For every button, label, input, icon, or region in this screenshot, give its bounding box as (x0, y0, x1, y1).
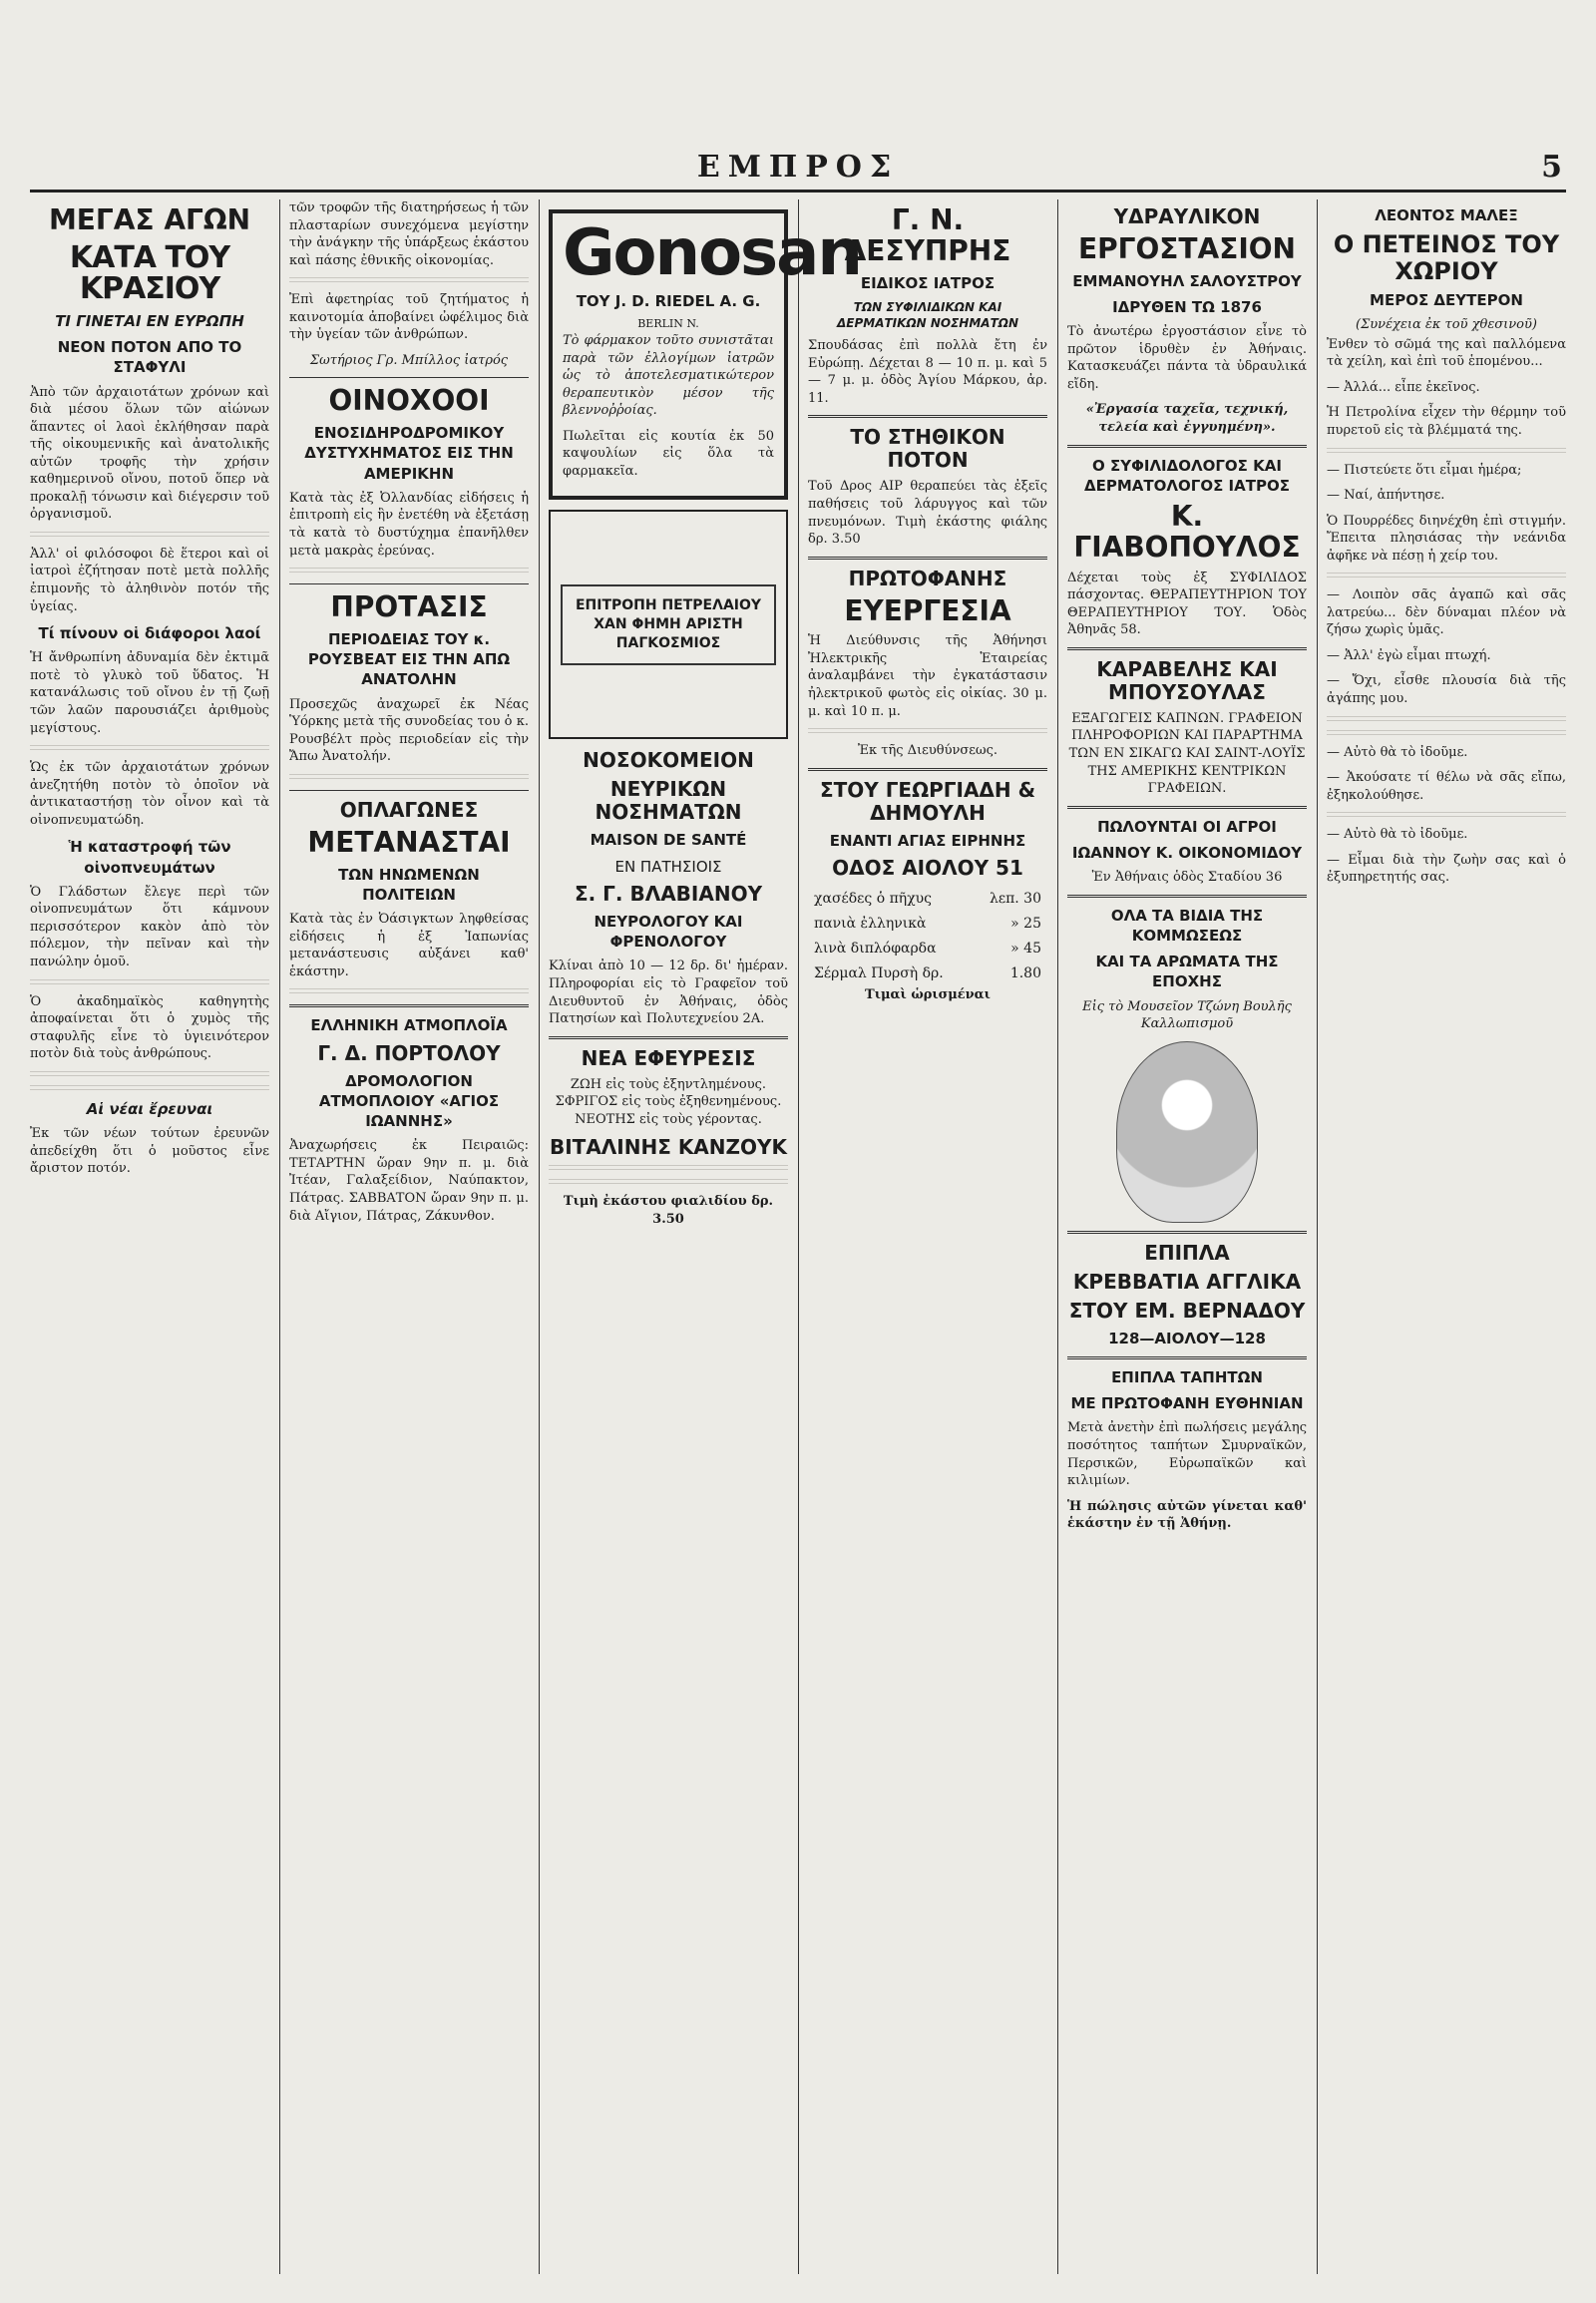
price-item: πανιὰ ἐλληνικὰ (814, 915, 927, 932)
column-3 (549, 199, 861, 2274)
serial-paragraph: — Ἀλλά... εἶπε ἐκεῖνος. (1327, 379, 1480, 395)
serial-paragraph: — Αὐτὸ θὰ τὸ ἰδοῦμε. (1327, 744, 1468, 760)
advertisement-text: Μετὰ ἀνετὴν ἐπὶ πωλήσεις μεγάλης ποσότητος ταπήτων Σμυρναϊκῶν, Περσικῶν, Εὐρωπαϊκῶν καὶ κιλιμίων. (1067, 1420, 1307, 1489)
column-divider (279, 199, 280, 2274)
advertisement-text: Ἐν Ἀθήναις ὁδὸς Σταδίου 36 (1091, 870, 1283, 886)
advertisement-text: Τὸ φάρμακον τοῦτο συνιστᾶται παρὰ τῶν ἐλλογίμων ἰατρῶν ὡς τὸ ἀποτελεσματικώτερον θεραπευτικὸν μέσον τῆς βλεννοῤῥοίας. (563, 333, 774, 419)
serial-paragraph: — Λοιπὸν σᾶς ἀγαπῶ καὶ σᾶς λατρεύω... δὲν δύναμαι πλέον νὰ ζήσω χωρὶς ὑμᾶς. (1327, 587, 1566, 638)
serial-paragraph: — Ὄχι, εἶσθε πλουσία διὰ τῆς ἀγάπης μου. (1327, 673, 1566, 707)
text-filler (289, 568, 529, 576)
article-paragraph: Κατὰ τὰς ἐν Ὀάσιγκτων ληφθείσας εἰδήσεις ἡ ἐξ Ἰαπωνίας μετανάστευσις αὐξάνει καθ' ἑκάστην. (289, 912, 529, 979)
text-filler (549, 1165, 788, 1173)
text-filler (1327, 730, 1566, 738)
price-value: » 25 (1010, 915, 1041, 932)
petroleum-advertisement (549, 510, 788, 739)
advertisement-city: BERLIN N. (637, 317, 699, 331)
gonosan-advertisement (549, 209, 861, 500)
article-paragraph: Ἀπὸ τῶν ἀρχαιοτάτων χρόνων καὶ διὰ μέσου ὅλων τῶν αἰώνων ἅπαντες οἱ λαοὶ ἐκλήθησαν παρὰ τῆς οἰκουμενικῆς καὶ ἀνατολικῆς αὐτῶν τροφῆς τὴν χρήσιν καθημερινοῦ οἴνου, ποτοῦ ὅπερ νὰ προκαλῇ τόνωσιν καὶ διέγερσιν τοῦ ὀργανισμοῦ. (30, 384, 269, 523)
price-item: λινὰ διπλόφαρδα (814, 940, 937, 957)
serial-author: ΛΕΟΝΤΟΣ ΜΑΛΕΞ (1375, 206, 1518, 224)
headline: ΟΠΛΑΓΩΝΕΣ (339, 797, 479, 822)
text-filler (549, 1179, 788, 1187)
subheadline: ΤΙ ΓΙΝΕΤΑΙ ΕΝ ΕΥΡΩΠΗ (55, 311, 244, 330)
divider (1067, 445, 1307, 448)
headline: ΕΥΕΡΓΕΣΙΑ (844, 593, 1011, 627)
divider (808, 557, 1047, 560)
serial-paragraph: — Πιστεύετε ὅτι εἶμαι ἡμέρα; (1327, 462, 1522, 478)
subheadline: ΙΔΡΥΘΕΝ ΤΩ 1876 (1112, 298, 1262, 317)
serial-paragraph: — Ναί, ἀπήντησε. (1327, 488, 1445, 504)
serial-paragraph: — Αὐτὸ θὰ τὸ ἰδοῦμε. (1327, 827, 1468, 843)
serial-paragraph: — Ἀκούσατε τί θέλω νὰ σᾶς εἴπω, ἐξηκολούθησε. (1327, 770, 1566, 803)
column-6 (1327, 199, 1566, 2274)
text-filler (289, 988, 529, 996)
article-paragraph: τῶν τροφῶν τῆς διατηρήσεως ἡ τῶν πλασταρίων συνεχόμενα μεγίστην τὴν ἀνάγκην τῆς ὑπάρξεως ἑκάστου καὶ πάσης ἐθνικῆς οἰκονομίας. (289, 200, 529, 268)
article-paragraph: Ὡς ἐκ τῶν ἀρχαιοτάτων χρόνων ἀνεζητήθη ποτὸν τὸ ὁποῖον νὰ ἀντικαταστήσῃ τὸν οἶνον καὶ τὰ οἰνοπνευματώδη. (30, 760, 269, 828)
advertisement-text: Σπουδάσας ἐπὶ πολλὰ ἔτη ἐν Εὐρώπῃ. Δέχεται 8 — 10 π. μ. καὶ 5 — 7 μ. μ. ὁδὸς Ἀγίου Μάρκου, ἀρ. 11. (808, 338, 1047, 406)
subheadline: ΠΕΡΙΟΔΕΙΑΣ ΤΟΥ κ. ΡΟΥΣΒΕΑΤ ΕΙΣ ΤΗΝ ΑΠΩ ΑΝΑΤΟΛΗΝ (307, 629, 511, 689)
advertisement-text: Ἐκ τῆς Διευθύνσεως. (857, 743, 998, 759)
subheadline: ΠΩΛΟΥΝΤΑΙ ΟΙ ΑΓΡΟΙ (1097, 817, 1277, 836)
headline: ΜΕΤΑΝΑΣΤΑΙ (307, 825, 511, 859)
headline: Σ. Γ. ΒΛΑΒΙΑΝΟΥ (574, 881, 763, 906)
subheadline: ΤΩΝ ΗΝΩΜΕΝΩΝ ΠΟΛΙΤΕΙΩΝ (338, 865, 480, 904)
article-paragraph: Ἡ ἄνθρωπίνη ἀδυναμία δὲν ἐκτιμᾶ ποτὲ τὸ γλυκὸ τοῦ ὕδατος. Ἡ κατανάλωσις τοῦ οἴνου ἐν τῇ ζωῇ τῶν λαῶν παρουσιάζει ἀριθμοὺς μεγίστους. (30, 650, 269, 736)
divider (1067, 895, 1307, 898)
article-paragraph: Κατὰ τὰς ἐξ Ὀλλανδίας εἰδήσεις ἡ ἐπιτροπὴ εἰς ἣν ἐνετέθη νὰ ἐξετάσῃ τὰ κατὰ τὸ δυστύχημα ἐπανῆλθεν μετὰ μακρὰς ἐρεύνας. (289, 490, 529, 559)
headline: ΝΕΥΡΙΚΩΝ ΝΟΣΗΜΑΤΩΝ (595, 777, 742, 825)
subheadline: ΝΕΟΝ ΠΟΤΟΝ ΑΠΟ ΤΟ ΣΤΑΦΥΛΙ (57, 338, 242, 377)
advertisement-text: Κλίναι ἀπὸ 10 — 12 δρ. δι' ἡμέραν. Πληροφορίαι εἰς τὸ Γραφεῖον τοῦ Διευθυντοῦ ἐν Ἀθήναις, ὁδὸς Πατησίων καὶ Πολυτεχνείου 2Α. (549, 959, 788, 1027)
divider (549, 1036, 788, 1039)
headline: ΚΡΕΒΒΑΤΙΑ ΑΓΓΛΙΚΑ (1072, 1269, 1302, 1294)
subheadline: ΕΜΜΑΝΟΥΗΛ ΣΑΛΟΥΣΤΡΟΥ (1072, 271, 1302, 290)
advertisement-text: Δέχεται τοὺς ἐξ ΣΥΦΙΛΙΔΟΣ πάσχοντας. ΘΕΡΑΠΕΥΤΗΡΙΟΝ ΤΟΥ ΘΕΡΑΠΕΥΤΗΡΙΟΥ ΤΟΥ. Ὁδὸς Ἀθηνᾶς 58. (1067, 570, 1307, 638)
gonosan-logo: Gonosan (563, 216, 861, 290)
column-5 (1067, 199, 1307, 2274)
portrait-illustration (1116, 1041, 1258, 1223)
headline: ΕΠΙΠΛΑ (1144, 1240, 1230, 1265)
divider (1067, 806, 1307, 809)
text-filler (30, 979, 269, 987)
subheadline: ΕΝ ΠΑΤΗΣΙΟΙΣ (614, 857, 722, 876)
section-heading: Ἡ καταστροφή τῶν οἰνοπνευμάτων (68, 838, 231, 877)
text-filler (289, 774, 529, 782)
divider (289, 790, 529, 791)
headline: ΣΤΟΥ ΕΜ. ΒΕΡΝΑΔΟΥ (1068, 1298, 1306, 1323)
advertisement-heading: Γ. Δ. ΠΟΡΤΟΛΟΥ (317, 1040, 501, 1065)
article-paragraph: Ἐκ τῶν νέων τούτων ἐρευνῶν ἀπεδείχθη ὅτι ὁ μοῦστος εἶνε ἄριστον ποτόν. (30, 1125, 269, 1177)
advertisement-text: Εἰς τὸ Μουσεῖον Τζώνη Βουλῆς Καλλωπισμοῦ (1082, 998, 1292, 1032)
advertisement-brand: ΤΟΥ J. D. RIEDEL A. G. (576, 292, 761, 310)
advertisement-emblem: ΕΠΙΤΡΟΠΗ ΠΕΤΡΕΛΑΙΟΥ ΧΑΝ ΦΗΜΗ ΑΡΙΣΤΗ ΠΑΓΚΟΣΜΙΟΣ (561, 584, 776, 665)
column-divider (798, 199, 799, 2274)
headline: ΕΡΓΟΣΤΑΣΙΟΝ (1078, 232, 1296, 265)
divider (808, 415, 1047, 418)
price-value: 1.80 (1009, 964, 1041, 981)
text-filler (30, 1071, 269, 1079)
article-signature: Σωτήριος Γρ. Μπίλλος ἰατρός (309, 352, 509, 368)
price-item: Σέρμαλ Πυρσὴ δρ. (814, 964, 944, 981)
text-filler (1327, 448, 1566, 456)
serial-part: ΜΕΡΟΣ ΔΕΥΤΕΡΟΝ (1370, 291, 1523, 310)
article-paragraph: Ἐπὶ ἀφετηρίας τοῦ ζητήματος ἡ καινοτομία ἀποβαίνει ὠφέλιμος διὰ τὴν ὑγείαν τῶν ἀνθρώπων. (289, 292, 529, 343)
masthead (30, 150, 1566, 184)
headline: ΠΡΩΤΟΦΑΝΗΣ (848, 566, 1007, 590)
subheadline: Ο ΣΥΦΙΛΙΔΟΛΟΓΟΣ ΚΑΙ ΔΕΡΜΑΤΟΛΟΓΟΣ ΙΑΤΡΟΣ (1084, 456, 1290, 495)
price-table (808, 886, 1047, 987)
divider (1067, 1356, 1307, 1359)
serial-paragraph: — Ἀλλ' ἐγὼ εἶμαι πτωχή. (1327, 647, 1491, 663)
article-paragraph: Ἀλλ' οἱ φιλόσοφοι δὲ ἕτεροι καὶ οἱ ἰατροὶ ἐζήτησαν ποτὲ μετὰ πολλῆς ἐπιμονῆς τὸ ἀληθινὸν ποτόν τῆς ὑγείας. (30, 546, 269, 614)
advertisement-text: Τιμὴ ἐκάστου φιαλιδίου δρ. 3.50 (563, 1194, 774, 1227)
article-paragraph: Ὁ ἀκαδημαϊκὸς καθηγητὴς ἀποφαίνεται ὅτι ὁ χυμὸς τῆς σταφυλῆς εἶνε τὸ ὑγιεινότερον ποτὸν διὰ τοὺς ἀνθρώπους. (30, 993, 269, 1062)
serial-continuation-note: (Συνέχεια ἐκ τοῦ χθεσινοῦ) (1356, 317, 1537, 333)
text-filler (30, 532, 269, 540)
advertisement-text: Τὸ ἀνωτέρω ἐργοστάσιον εἶνε τὸ πρῶτον ἱδρυθὲν ἐν Ἀθήναις. Κατασκευάζει πάντα τὰ ὑδραυλικά εἴδη. (1067, 324, 1307, 392)
text-filler (289, 277, 529, 285)
text-filler (30, 745, 269, 753)
column-2 (289, 199, 529, 2274)
headline: ΚΑΤΑ ΤΟΥ ΚΡΑΣΙΟΥ (69, 239, 230, 307)
price-row (810, 913, 1045, 936)
column-divider (1317, 199, 1318, 2274)
headline: ΜΕΓΑΣ ΑΓΩΝ (48, 203, 251, 236)
price-row (810, 962, 1045, 985)
headline: ΣΤΟΥ ΓΕΩΡΓΙΑΔΗ & ΔΗΜΟΥΛΗ (819, 777, 1036, 825)
text-filler (30, 1085, 269, 1093)
headline: ΝΟΣΟΚΟΜΕΙΟΝ (583, 748, 754, 773)
price-value: » 45 (1010, 940, 1041, 957)
text-filler (1327, 812, 1566, 820)
headline: ΥΔΡΑΥΛΙΚΟΝ (1113, 204, 1261, 228)
article-paragraph: Ὁ Γλάδστων ἔλεγε περὶ τῶν οἰνοπνευμάτων ὅτι κάμνουν περισσότερον κακὸν ἀπὸ τὸν πόλεμον, τὴν πεῖναν καὶ τὴν πανώλην ὁμοῦ. (30, 884, 269, 969)
column-divider (1057, 199, 1058, 2274)
price-value: λεπ. 30 (989, 890, 1041, 907)
divider (289, 583, 529, 584)
subheadline: ΙΩΑΝΝΟΥ Κ. ΟΙΚΟΝΟΜΙΔΟΥ (1071, 843, 1303, 862)
article-paragraph: Προσεχῶς ἀναχωρεῖ ἐκ Νέας Ὑόρκης μετὰ τῆς συνοδείας του ὁ κ. Ρουσβέλτ πρὸς περιοδείαν εἰς τὴν Ἄπω Ἀνατολήν. (289, 696, 529, 765)
divider (1067, 647, 1307, 650)
serial-paragraph: Ἐνθεν τὸ σῶμά της καὶ παλλόμενα τὰ χείλη, καὶ ἐπὶ τοῦ ἑπομένου... (1327, 336, 1566, 370)
divider (289, 377, 529, 378)
advertisement-text: Τοῦ Δρος ΑΙΡ θεραπεύει τὰς ἐξεῖς παθήσεις τοῦ λάρυγγος καὶ τῶν πνευμόνων. Τιμὴ ἑκάστης φιάλης δρ. 3.50 (808, 479, 1047, 548)
headline: ΝΕΑ ΕΦΕΥΡΕΣΙΣ (581, 1045, 756, 1070)
subheadline: ΟΛΑ ΤΑ ΒΙΔΙΑ ΤΗΣ ΚΟΜΜΩΣΕΩΣ (1110, 906, 1264, 945)
advertisement-heading: ΕΛΛΗΝΙΚΗ ΑΤΜΟΠΛΟΪΑ (310, 1016, 508, 1035)
price-item: χασέδες ὁ πῆχυς (814, 890, 933, 907)
headline: ΟΔΟΣ ΑΙΟΛΟΥ 51 (832, 855, 1023, 880)
text-filler (1327, 573, 1566, 580)
headline: ΚΑΡΑΒΕΛΗΣ ΚΑΙ ΜΠΟΥΣΟΥΛΑΣ (1096, 656, 1278, 704)
text-filler (808, 728, 1047, 736)
headline: ΤΟ ΣΤΗΘΙΚΟΝ ΠΟΤΟΝ (850, 425, 1005, 473)
advertisement-text: Ἡ πώλησις αὐτῶν γίνεται καθ' ἑκάστην ἐν τῇ Ἀθήνῃ. (1067, 1498, 1307, 1532)
column-4 (808, 199, 1047, 2274)
advertisement-text: Ἡ Διεύθυνσις τῆς Ἀθήνησι Ἠλεκτρικῆς Ἑταιρείας ἀναλαμβάνει τὴν ἐγκατάστασιν ἠλεκτρικοῦ φωτὸς εἰς οἰκίας. 30 μ. μ. καὶ 10 π. μ. (808, 633, 1047, 719)
subheadline: ΚΑΙ ΤΑ ΑΡΩΜΑΤΑ ΤΗΣ ΕΠΟΧΗΣ (1095, 953, 1279, 991)
divider (1067, 1231, 1307, 1234)
divider (808, 768, 1047, 771)
advertisement-text: Τιμαὶ ὡρισμέναι (865, 987, 991, 1003)
subheadline: ΕΙΔΙΚΟΣ ΙΑΤΡΟΣ (860, 273, 996, 292)
advertisement-subheading: ΔΡΟΜΟΛΟΓΙΟΝ ΑΤΜΟΠΛΟΙΟΥ «ΑΓΙΟΣ ΙΩΑΝΝΗΣ» (318, 1071, 500, 1131)
page-number: 5 (1541, 150, 1562, 185)
column-divider (539, 199, 540, 2274)
headline: ΟΙΝΟΧΟΟΙ (328, 384, 490, 418)
advertisement-text: «Ἐργασία ταχεῖα, τεχνική, τελεία καὶ ἐγγυημένη». (1085, 402, 1289, 436)
subheadline: ΝΕΥΡΟΛΟΓΟΥ ΚΑΙ ΦΡΕΝΟΛΟΓΟΥ (594, 912, 743, 952)
advertisement-text: Πωλεῖται εἰς κουτία ἐκ 50 καψουλίων εἰς ὅλα τὰ φαρμακεῖα. (563, 428, 774, 479)
column-1 (30, 199, 269, 2274)
serial-paragraph: — Εἶμαι διὰ τὴν ζωὴν σας καὶ ὁ ἐξυπηρετητής σας. (1327, 852, 1566, 886)
price-row (810, 938, 1045, 960)
section-heading: Αἱ νέαι ἔρευναι (86, 1099, 213, 1118)
section-heading: Τί πίνουν οἱ διάφοροι λαοί (38, 624, 261, 643)
subheadline: 128—ΑΙΟΛΟΥ—128 (1108, 1329, 1266, 1347)
headline: Γ. Ν. ΔΕΣΥΠΡΗΣ (844, 203, 1011, 267)
serial-paragraph: Ἡ Πετρολίνα εἶχεν τὴν θέρμην τοῦ πυρετοῦ εἰς τὰ βλέμματά της. (1327, 405, 1566, 439)
subheadline: MAISON DE SANTÉ (590, 831, 747, 850)
advertisement-text: ΖΩΗ εἰς τοὺς ἐξηντλημένους. ΣΦΡΙΓΟΣ εἰς τοὺς ἐξηθενημένους. ΝΕΟΤΗΣ εἰς τοὺς γέροντας. (555, 1076, 782, 1127)
divider (289, 1004, 529, 1007)
headline: Κ. ΓΙΑΒΟΠΟΥΛΟΣ (1073, 500, 1301, 564)
advertisement-text: ΕΞΑΓΩΓΕΙΣ ΚΑΠΝΩΝ. ΓΡΑΦΕΙΟΝ ΠΛΗΡΟΦΟΡΙΩΝ ΚΑΙ ΠΑΡΑΡΤΗΜΑ ΤΩΝ ΕΝ ΣΙΚΑΓΩ ΚΑΙ ΣΑΙΝΤ-ΛΟΥΪΣ ΤΗΣ ΑΜΕΡΙΚΗΣ ΚΕΝΤΡΙΚΩΝ ΓΡΑΦΕΙΩΝ. (1068, 710, 1306, 797)
serial-title: Ο ΠΕΤΕΙΝΟΣ ΤΟΥ ΧΩΡΙΟΥ (1333, 230, 1560, 285)
subheadline: ΜΕ ΠΡΩΤΟΦΑΝΗ ΕΥΘΗΝΙΑΝ (1070, 1394, 1304, 1413)
headline: ΒΙΤΑΛΙΝΗΣ ΚΑΝΖΟΥΚ (549, 1135, 788, 1160)
advertisement-text: Ἀναχωρήσεις ἐκ Πειραιῶς: ΤΕΤΑΡΤΗΝ ὥραν 9ην π. μ. διὰ Ἰτέαν, Γαλαξείδιον, Ναύπακτον, Πάτρας. ΣΑΒΒΑΤΟΝ ὥραν 9ην π. μ. διὰ Αἴγιον, Πάτρας, Ζάκυνθον. (289, 1138, 529, 1224)
price-row (810, 888, 1045, 911)
subheadline: ΤΩΝ ΣΥΦΙΛΙΔΙΚΩΝ ΚΑΙ ΔΕΡΜΑΤΙΚΩΝ ΝΟΣΗΜΑΤΩΝ (836, 299, 1019, 331)
newspaper-title: ΕΜΠΡΟΣ (696, 150, 900, 185)
masthead-rule (30, 190, 1566, 192)
headline: ΠΡΟΤΑΣΙΣ (330, 590, 488, 624)
subheadline: ΕΠΙΠΛΑ ΤΑΠΗΤΩΝ (1111, 1367, 1263, 1386)
text-filler (1327, 716, 1566, 724)
subheadline: ΕΝΑΝΤΙ ΑΓΙΑΣ ΕΙΡΗΝΗΣ (829, 831, 1026, 850)
serial-paragraph: Ὁ Πουρρέδες διηνέχθη ἐπὶ στιγμήν. Ἔπειτα πλησιάσας τὴν νεάνιδα ἀφῆκε νὰ πέσῃ ἡ χείρ του. (1327, 513, 1566, 564)
subheadline: ΕΝΟΣΙΔΗΡΟΔΡΟΜΙΚΟΥ ΔΥΣΤΥΧΗΜΑΤΟΣ ΕΙΣ ΤΗΝ ΑΜΕΡΙΚΗΝ (304, 424, 514, 483)
